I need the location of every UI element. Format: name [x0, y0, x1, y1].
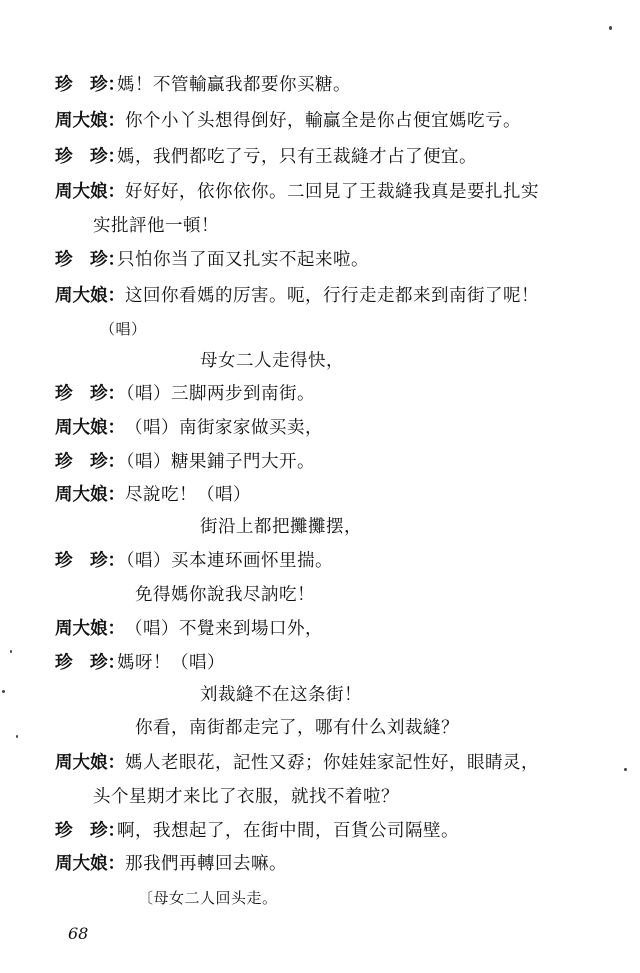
dialogue-line [55, 550, 333, 572]
speaker-name: 周大娘： [55, 619, 125, 639]
speech-text: 母女二人走得快， [200, 351, 344, 371]
speech-text: 免得媽你說我尽訥吃！ [135, 585, 315, 605]
dialogue-line [55, 146, 477, 168]
speech-text: 你个小丫头想得倒好，輸贏全是你占便宜媽吃亏。 [125, 111, 521, 131]
speech-text: 头个星期才来比了衣服，就找不着啦？ [93, 787, 399, 807]
speaker-name: 珍 珍： [55, 250, 125, 270]
speech-text: （唱）买本連环画怀里揣。 [117, 551, 333, 571]
speaker-name: 周大娘： [55, 111, 125, 131]
scan-speck [2, 690, 5, 693]
speech-text: （唱） [100, 320, 147, 338]
dialogue-line [55, 820, 459, 842]
speech-text: 你看，南街都走完了，哪有什么刘裁縫？ [135, 718, 459, 738]
speech-text: 那我們再轉回去嘛。 [125, 854, 287, 874]
dialogue-line [55, 417, 323, 439]
speech-text: 实批評他一頓！ [93, 216, 219, 236]
speech-text: 媽！不管輸贏我都要你买糖。 [117, 75, 351, 95]
speaker-name: 珍 珍： [55, 147, 125, 167]
stage-direction [100, 318, 147, 340]
dialogue-line [55, 285, 539, 307]
speech-text: 街沿上都把攤攤摆， [200, 517, 362, 537]
continuation-line [93, 215, 219, 237]
speaker-name: 珍 珍： [55, 821, 125, 841]
speaker-name: 珍 珍： [55, 384, 125, 404]
dialogue-line [55, 752, 539, 774]
page-number: 68 [68, 924, 89, 943]
speaker-name: 珍 珍： [55, 551, 125, 571]
speech-text: 刘裁縫不在这条街！ [200, 685, 362, 705]
lyric-line [200, 350, 344, 372]
speech-text: 好好好，依你依你。二回見了王裁縫我真是要扎扎实 [125, 182, 539, 202]
speech-text: （唱）南街家家做买卖， [125, 418, 323, 438]
speech-text: 这回你看媽的厉害。呃，行行走走都来到南街了呢！ [125, 286, 539, 306]
lyric-line [135, 584, 315, 606]
speech-text: （唱）不覺来到場口外， [125, 619, 323, 639]
stage-direction [138, 887, 278, 909]
continuation-line [93, 786, 399, 808]
continuation-line [135, 717, 459, 739]
speaker-name: 周大娘： [55, 418, 125, 438]
speaker-name: 周大娘： [55, 286, 125, 306]
dialogue-line [55, 110, 521, 132]
speaker-name: 珍 珍： [55, 452, 125, 472]
speech-text: 媽呀！（唱） [117, 653, 225, 673]
scan-speck [609, 26, 612, 30]
speech-text: 尽說吃！（唱） [125, 485, 251, 505]
scan-speck [624, 768, 627, 771]
scan-speck [16, 735, 18, 738]
lyric-line [200, 684, 362, 706]
speaker-name: 周大娘： [55, 753, 125, 773]
speech-text: （唱）糖果鋪子門大开。 [117, 452, 315, 472]
dialogue-line [55, 484, 251, 506]
speech-text: （唱）三脚两步到南街。 [117, 384, 315, 404]
dialogue-line [55, 853, 287, 875]
speech-text: 只怕你当了面又扎实不起来啦。 [117, 250, 369, 270]
speaker-name: 周大娘： [55, 182, 125, 202]
dialogue-line [55, 181, 539, 203]
speech-text: 媽人老眼花，記性又孬；你娃娃家記性好，眼睛灵， [125, 753, 539, 773]
speech-text: 啊，我想起了，在街中間，百貨公司隔壁。 [117, 821, 459, 841]
speech-text: 〔母女二人回头走。 [138, 889, 278, 907]
dialogue-line [55, 652, 225, 674]
speaker-name: 周大娘： [55, 485, 125, 505]
dialogue-line [55, 74, 351, 96]
speaker-name: 珍 珍： [55, 75, 125, 95]
dialogue-line [55, 249, 369, 271]
lyric-line [200, 516, 362, 538]
dialogue-line [55, 451, 315, 473]
speaker-name: 珍 珍： [55, 653, 125, 673]
speech-text: 媽，我們都吃了亏，只有王裁縫才占了便宜。 [117, 147, 477, 167]
speaker-name: 周大娘： [55, 854, 125, 874]
dialogue-line [55, 618, 323, 640]
scan-speck [10, 650, 12, 653]
dialogue-line [55, 383, 315, 405]
